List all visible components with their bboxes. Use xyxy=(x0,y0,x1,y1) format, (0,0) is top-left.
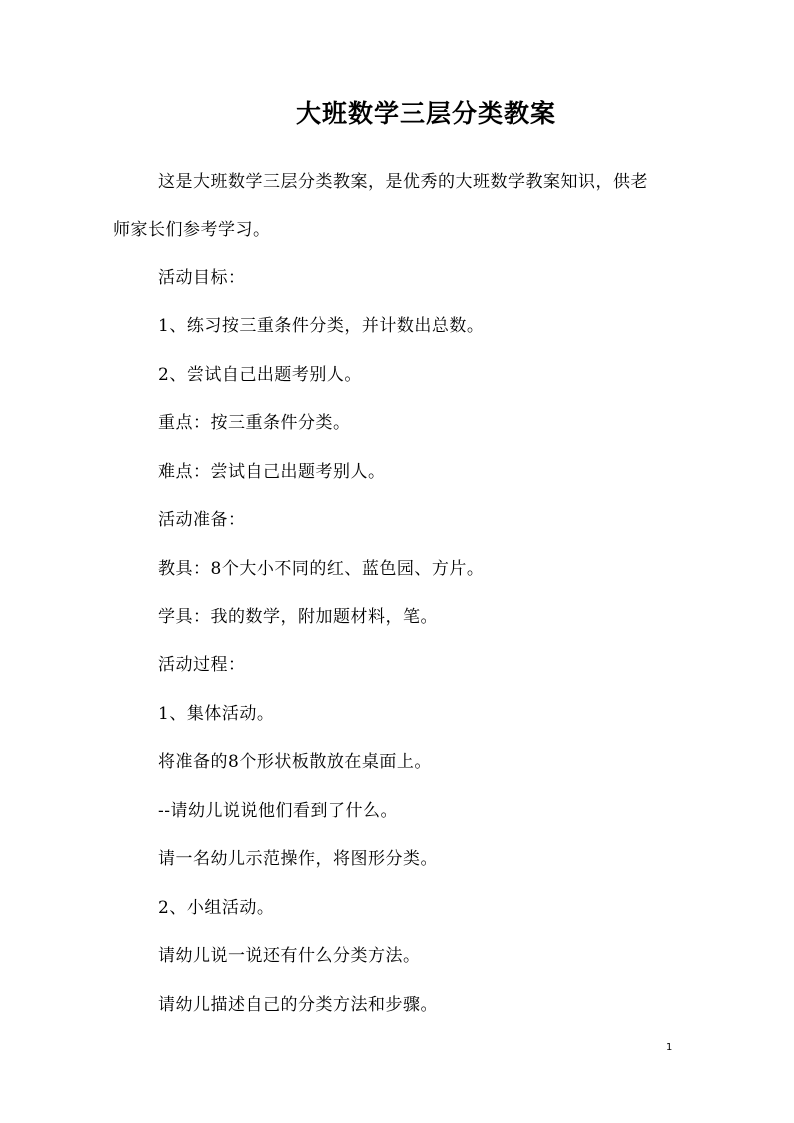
paragraph-goal-2: 2、尝试自己出题考别人。 xyxy=(158,365,362,385)
page-number: 1 xyxy=(666,1042,673,1053)
paragraph-other-methods: 请幼儿说一说还有什么分类方法。 xyxy=(158,946,421,966)
paragraph-learning-aids: 学具：我的数学，附加题材料，笔。 xyxy=(158,607,438,627)
paragraph-key-point: 重点：按三重条件分类。 xyxy=(158,413,351,433)
paragraph-teaching-aids: 教具：8个大小不同的红、蓝色园、方片。 xyxy=(158,559,485,579)
paragraph-step-observe: --请幼儿说说他们看到了什么。 xyxy=(158,801,398,821)
paragraph-describe-steps: 请幼儿描述自己的分类方法和步骤。 xyxy=(158,995,438,1015)
paragraph-step-demo: 请一名幼儿示范操作，将图形分类。 xyxy=(158,849,438,869)
intro-line-1: 这是大班数学三层分类教案，是优秀的大班数学教案知识，供老 xyxy=(158,172,648,192)
paragraph-group-activity: 1、集体活动。 xyxy=(158,704,275,724)
paragraph-small-group: 2、小组活动。 xyxy=(158,898,275,918)
paragraph-preparation: 活动准备： xyxy=(158,510,246,530)
paragraph-goal-1: 1、练习按三重条件分类，并计数出总数。 xyxy=(158,316,485,336)
paragraph-process: 活动过程： xyxy=(158,655,246,675)
paragraph-activity-goals: 活动目标： xyxy=(158,268,246,288)
document-title: 大班数学三层分类教案 xyxy=(295,99,556,128)
intro-line-2: 师家长们参考学习。 xyxy=(113,220,271,240)
paragraph-step-shapes: 将准备的8个形状板散放在桌面上。 xyxy=(158,752,432,772)
paragraph-difficulty: 难点：尝试自己出题考别人。 xyxy=(158,462,386,482)
